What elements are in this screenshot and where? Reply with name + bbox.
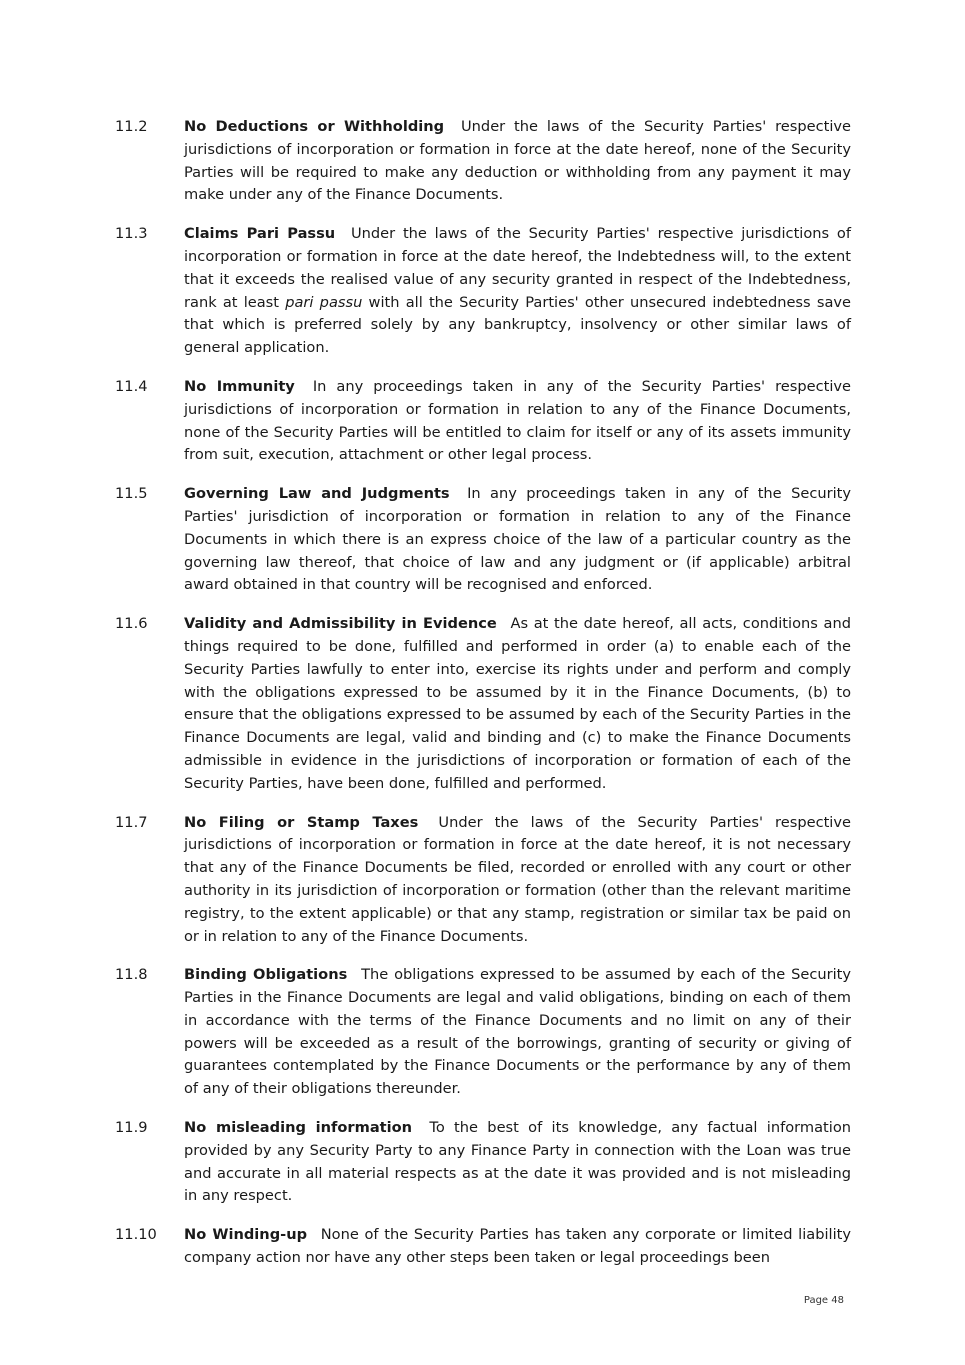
clause-text <box>184 812 851 949</box>
clause-text <box>184 964 851 1101</box>
clause-11-3 <box>115 223 851 360</box>
clause-text <box>184 483 851 597</box>
clause-text <box>184 376 851 467</box>
clause-number: 11.3 <box>115 225 148 243</box>
clause-11-4 <box>115 376 851 467</box>
clause-11-8 <box>115 964 851 1101</box>
clause-11-10 <box>115 1224 851 1270</box>
clause-heading: No Filing or Stamp Taxes <box>184 813 419 831</box>
clause-body: To the best of its knowledge, any factual information provided by any Security Party to any Finance Party in connection with the Loan was true and accurate in all material respects as at the date it was provided and is not misleading in any respect. <box>184 1119 852 1205</box>
clause-11-7 <box>115 812 851 949</box>
clause-heading: Governing Law and Judgments <box>184 485 450 503</box>
clause-number: 11.2 <box>115 118 148 135</box>
clause-text <box>184 116 851 207</box>
clause-number: 11.9 <box>115 1119 148 1137</box>
clause-number: 11.7 <box>115 813 148 831</box>
clause-11-9 <box>115 1117 851 1208</box>
clause-11-5 <box>115 483 851 597</box>
clause-number: 11.6 <box>115 615 148 633</box>
clause-heading: No misleading information <box>184 1119 413 1137</box>
clause-text <box>184 1224 851 1270</box>
clause-body: In any proceedings taken in any of the Security Parties' respective jurisdictions of incorporation or formation in relation to any of the Finance Documents, none of the Security Parties will be entitled to claim for itself or any of its assets immunity from suit, execution, attachment or other legal process. <box>184 377 852 464</box>
clause-heading: Validity and Admissibility in Evidence <box>184 615 497 633</box>
clause-body: As at the date hereof, all acts, conditions and things required to be done, fulfilled and performed in order (a) to enable each of the Security Parties lawfully to enter into, exercise its rights under and perform and comply with the obligations expressed to be assumed by it in the Finance Documents, (b) to ensure that the obligations expressed to be assumed by each of the Security Parties in the Finance Documents are legal, valid and binding and (c) to make the Finance Documents admissible in evidence in the jurisdictions of incorporation or formation of each of the Security Parties, have been done, fulfilled and performed. <box>184 615 851 792</box>
clause-body: Under the laws of the Security Parties' respective jurisdictions of incorporation or formation in force at the date hereof, it is not necessary that any of the Finance Documents be filed, recorded or enrolled with any court or other authority in its jurisdiction of incorporation or formation (other than the relevant maritime registry, to the extent applicable) or that any stamp, registration or similar tax be paid on or in relation to any of the Finance Documents. <box>184 813 851 945</box>
clause-body: None of the Security Parties has taken any corporate or limited liability company action nor have any other steps been taken or legal proceedings been <box>184 1226 851 1267</box>
clause-number: 11.8 <box>115 966 148 984</box>
clause-text <box>184 613 851 795</box>
clause-heading: No Winding-up <box>184 1226 308 1244</box>
clause-body-italic: pari passu <box>285 293 363 311</box>
clause-body: Under the laws of the Security Parties' respective jurisdictions of incorporation or formation in force at the date hereof, none of the Security Parties will be required to make any deduction or withholding from any payment it may make under any of the Finance Documents. <box>184 118 852 204</box>
clause-11-6 <box>115 613 851 795</box>
clause-heading: Claims Pari Passu <box>184 225 336 243</box>
clause-number: 11.5 <box>115 485 148 503</box>
page-number: Page 48 <box>803 1295 844 1306</box>
clause-heading: No Immunity <box>184 377 295 395</box>
clause-list <box>115 116 851 1286</box>
clause-body-start: Under the laws of the Security Parties' respective jurisdictions of incorporation or formation in force at the date hereof, the Indebtedness will, to the extent that it exceeds the realised value of any security granted in respect of the Indebtedness, rank at least <box>184 225 851 311</box>
clause-text <box>184 223 851 360</box>
clause-text <box>184 1117 851 1208</box>
clause-body: In any proceedings taken in any of the Security Parties' jurisdiction of incorporation or formation in relation to any of the Finance Documents in which there is an express choice of the law of a particular country as the governing law thereof, that choice of law and any judgment or (if applicable) arbitral award obtained in that country will be recognised and enforced. <box>184 485 852 594</box>
clause-heading: No Deductions or Withholding <box>184 118 445 135</box>
clause-number: 11.4 <box>115 377 148 395</box>
clause-number: 11.10 <box>115 1226 157 1244</box>
clause-body: The obligations expressed to be assumed by each of the Security Parties in the Finance Documents are legal and valid obligations, binding on each of them in accordance with the terms of the Finance Documents and no limit on any of their powers will be exceeded as a result of the borrowings, granting of security or giving of guarantees contemplated by the Finance Documents or the performance by any of them of any of their obligations thereunder. <box>184 966 851 1098</box>
clause-11-2 <box>115 116 851 207</box>
clause-body-end: with all the Security Parties' other unsecured indebtedness save that which is preferred solely by any bankruptcy, insolvency or other similar laws of general application. <box>184 293 851 357</box>
clause-heading: Binding Obligations <box>184 966 348 984</box>
